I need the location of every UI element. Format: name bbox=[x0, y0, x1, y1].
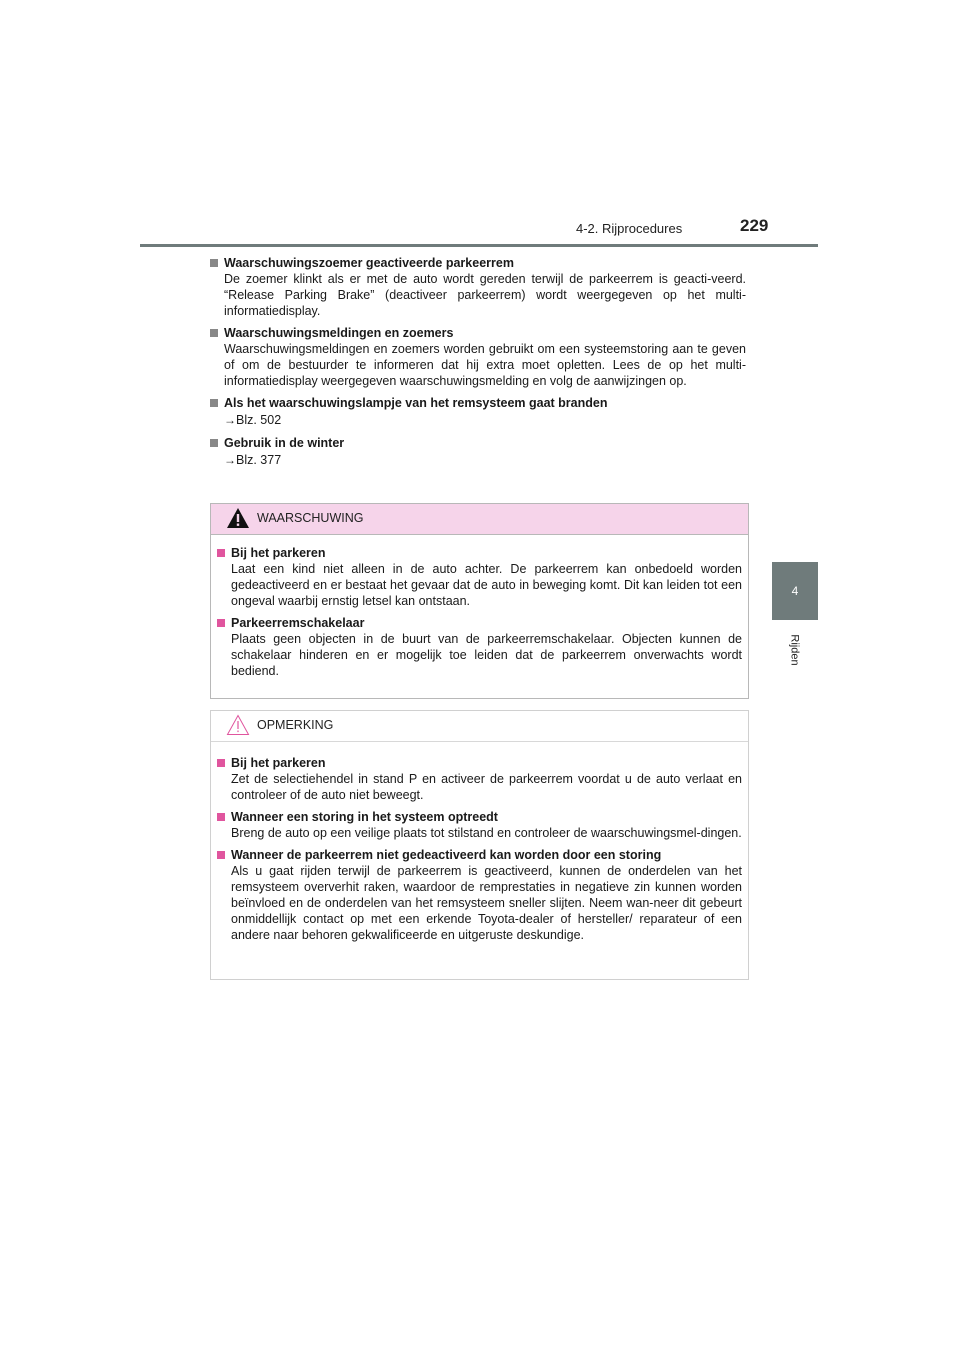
list-item bbox=[210, 435, 746, 469]
item-title: Gebruik in de winter bbox=[224, 436, 345, 450]
page-reference[interactable] bbox=[210, 451, 746, 469]
item-body: De zoemer klinkt als er met de auto wordt gereden terwijl de parkeerrem is geacti-veerd. “Release Parking Brake” (deactiveer parkeerrem) wordt weergegeven op het multi-informatiedisplay. bbox=[224, 272, 746, 318]
item-title: Bij het parkeren bbox=[231, 546, 326, 560]
caution-triangle-icon bbox=[225, 713, 251, 737]
item-title: Parkeerremschakelaar bbox=[231, 616, 365, 630]
square-bullet-icon bbox=[210, 329, 218, 337]
list-item bbox=[217, 755, 742, 803]
warning-triangle-icon bbox=[225, 506, 251, 530]
item-body: Waarschuwingsmeldingen en zoemers worden gebruikt om een systeemstoring aan te geven of om de bestuurder te informeren dat hij extra moet opletten. Lees de op het multi-informatiedisplay weergegeven waarschuwingsmelding en volg de aanwijzingen op. bbox=[224, 342, 746, 388]
item-title: Waarschuwingszoemer geactiveerde parkeerrem bbox=[224, 256, 514, 270]
chapter-tab[interactable]: 4 bbox=[772, 562, 818, 620]
list-item bbox=[217, 615, 742, 679]
square-bullet-icon bbox=[210, 439, 218, 447]
arrow-right-icon: → bbox=[224, 453, 236, 467]
list-item bbox=[217, 847, 742, 943]
square-bullet-icon bbox=[210, 259, 218, 267]
item-body: Als u gaat rijden terwijl de parkeerrem is geactiveerd, kunnen de onderdelen van het remsysteem oververhit raken, waardoor de remprestaties in negatieve zin kunnen worden beïnvloed en de onderdelen van het remsysteem sneller slijten. Neem wan-neer dit gebeurt onmiddellijk contact op met een erkende Toyota-dealer of hersteller/ reparateur of een andere naar behoren gekwalificeerde en uitgeruste deskundige. bbox=[231, 864, 742, 942]
item-title: Als het waarschuwingslampje van het remsysteem gaat branden bbox=[224, 396, 608, 410]
page-reference-text: Blz. 377 bbox=[236, 453, 282, 467]
square-bullet-icon bbox=[217, 851, 225, 859]
list-item bbox=[210, 395, 746, 429]
note-heading: OPMERKING bbox=[257, 718, 334, 732]
warning-header bbox=[211, 504, 748, 535]
list-item bbox=[217, 809, 742, 841]
warning-box bbox=[210, 503, 749, 699]
square-bullet-icon bbox=[210, 399, 218, 407]
chapter-label: Rijden bbox=[789, 634, 801, 666]
item-body: Plaats geen objecten in de buurt van de parkeerremschakelaar. Objecten kunnen de schakelaar hinderen en er mogelijk toe leiden dat de parkeerrem onverwachts wordt bediend. bbox=[231, 632, 742, 678]
item-title: Waarschuwingsmeldingen en zoemers bbox=[224, 326, 454, 340]
square-bullet-icon bbox=[217, 813, 225, 821]
section-title: 4-2. Rijprocedures bbox=[576, 221, 683, 236]
list-item bbox=[210, 325, 746, 389]
square-bullet-icon bbox=[217, 759, 225, 767]
note-box bbox=[210, 710, 749, 980]
header-divider bbox=[140, 244, 818, 247]
page-reference[interactable] bbox=[210, 411, 746, 429]
page-number: 229 bbox=[740, 216, 769, 235]
item-body: Breng de auto op een veilige plaats tot stilstand en controleer de waarschuwingsmel-dingen. bbox=[231, 826, 742, 840]
page-reference-text: Blz. 502 bbox=[236, 413, 282, 427]
item-body: Laat een kind niet alleen in de auto achter. De parkeerrem kan onbedoeld worden gedeactiveerd en er bestaat het gevaar dat de auto in beweging komt. Dit kan leiden tot een ongeval waarbij ernstig letsel kan ontstaan. bbox=[231, 562, 742, 608]
note-header bbox=[211, 711, 748, 742]
list-item bbox=[210, 255, 746, 319]
list-item bbox=[217, 545, 742, 609]
arrow-right-icon: → bbox=[224, 413, 236, 427]
warning-heading: WAARSCHUWING bbox=[257, 511, 364, 525]
item-title: Bij het parkeren bbox=[231, 756, 326, 770]
item-body: Zet de selectiehendel in stand P en activeer de parkeerrem voordat u de auto verlaat en controleer of de auto niet beweegt. bbox=[231, 772, 742, 802]
item-title: Wanneer de parkeerrem niet gedeactiveerd kan worden door een storing bbox=[231, 848, 662, 862]
main-content bbox=[210, 255, 746, 475]
square-bullet-icon bbox=[217, 549, 225, 557]
square-bullet-icon bbox=[217, 619, 225, 627]
item-title: Wanneer een storing in het systeem optreedt bbox=[231, 810, 498, 824]
